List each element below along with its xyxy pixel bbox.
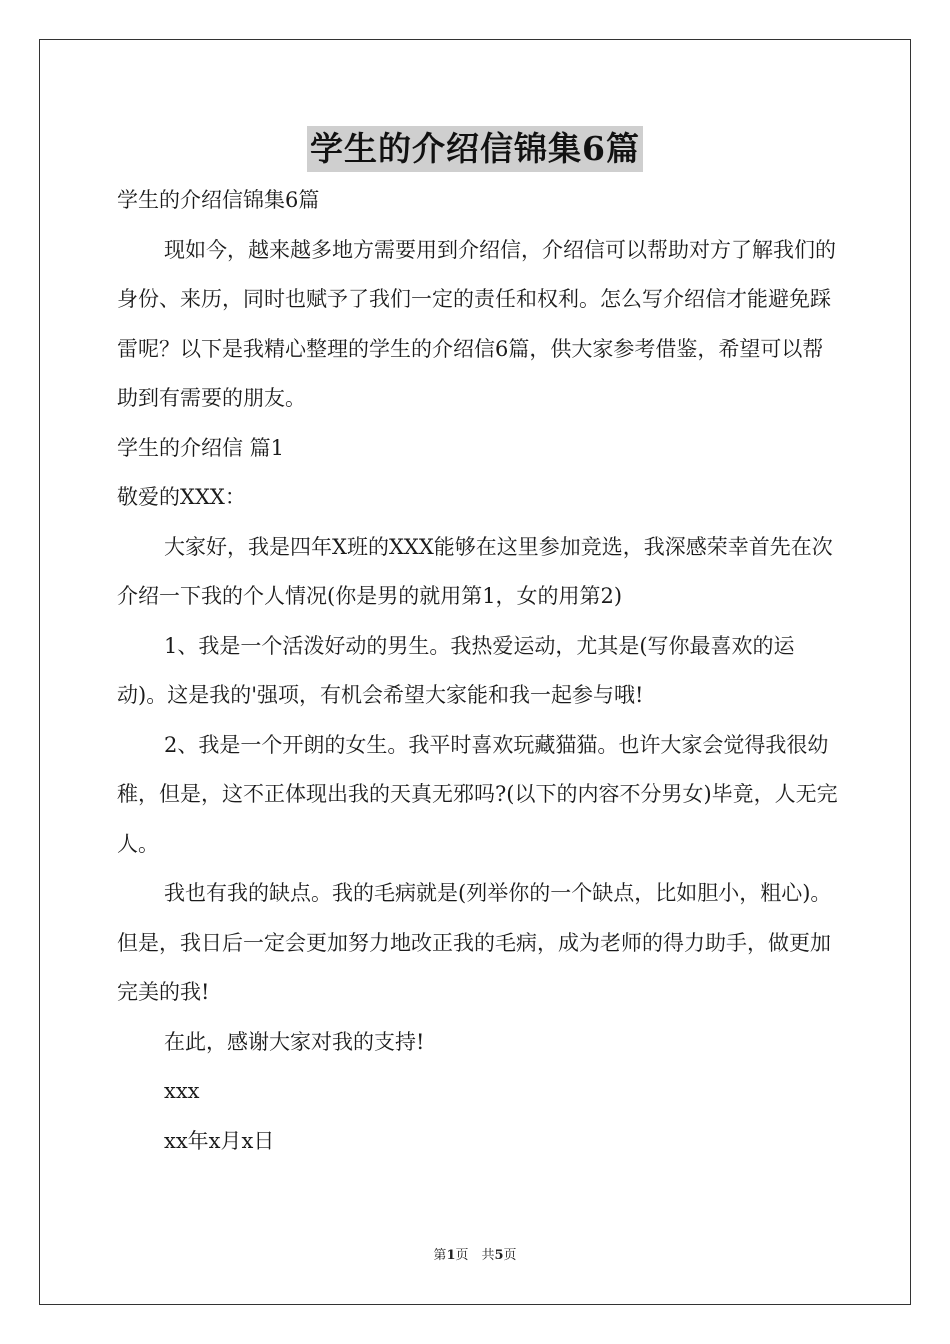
- subtitle-paragraph: 学生的介绍信锦集6篇: [117, 188, 320, 212]
- closing-paragraph: 在此，感谢大家对我的支持!: [164, 1029, 425, 1054]
- section-heading: 学生的介绍信 篇1: [117, 435, 285, 460]
- body-paragraph: 1、我是一个活泼好动的男生。我热爱运动，尤其是(写你最喜欢的运动)。这是我的'强项，有机会希望大家能和我一起参与哦!: [117, 633, 795, 707]
- document-title: 学生的介绍信锦集6篇: [307, 126, 643, 172]
- date-line: xx年x月x日: [164, 1128, 275, 1153]
- page-prefix: 第: [433, 1248, 447, 1263]
- page-footer: [0, 1244, 950, 1263]
- body-paragraph: 大家好，我是四年X班的XXX能够在这里参加竞选，我深感荣幸首先在次介绍一下我的个人情况(你是男的就用第1，女的用第2): [117, 534, 833, 608]
- current-page-number: 1: [446, 1248, 456, 1263]
- intro-paragraph: 现如今，越来越多地方需要用到介绍信，介绍信可以帮助对方了解我们的身份、来历，同时也赋予了我们一定的责任和权利。怎么写介绍信才能避免踩雷呢？以下是我精心整理的学生的介绍信6篇，供大家参考借鉴，希望可以帮助到有需要的朋友。: [117, 237, 836, 410]
- document-body: [117, 176, 839, 1166]
- title-container: [0, 126, 950, 172]
- page-mid: 页 共: [455, 1248, 495, 1263]
- total-page-number: 5: [494, 1248, 504, 1263]
- page-suffix: 页: [503, 1248, 517, 1263]
- signature: xxx: [164, 1079, 200, 1103]
- body-paragraph: 我也有我的缺点。我的毛病就是(列举你的一个缺点，比如胆小，粗心)。但是，我日后一定会更加努力地改正我的毛病，成为老师的得力助手，做更加完美的我!: [117, 881, 832, 1004]
- salutation: 敬爱的XXX：: [117, 485, 246, 509]
- body-paragraph: 2、我是一个开朗的女生。我平时喜欢玩藏猫猫。也许大家会觉得我很幼稚，但是，这不正体现出我的天真无邪吗?(以下的内容不分男女)毕竟，人无完人。: [117, 732, 838, 856]
